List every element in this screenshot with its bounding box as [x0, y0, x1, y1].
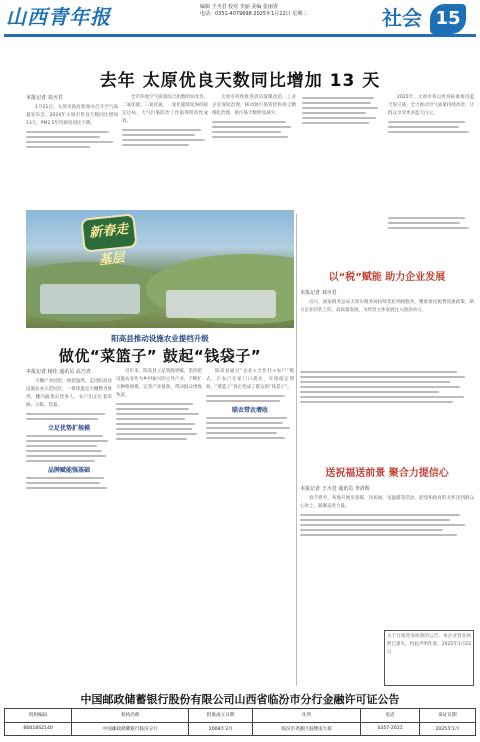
side-story-1-byline: 本报记者 刘丞君	[300, 290, 337, 296]
table-header-cell: 机构名称	[72, 709, 189, 723]
side-story-1-headline: 以“税”赋能 助力企业发展	[328, 272, 446, 283]
license-table	[4, 708, 476, 736]
table-cell: 0357-2021	[361, 722, 420, 736]
side-story-2	[300, 464, 474, 624]
notice-box	[384, 630, 474, 686]
editors-line: 编辑 王丞君 校对 李丽 美编 张丽香	[200, 4, 278, 10]
feature-col-1	[26, 368, 112, 686]
table-header-cell: 发证日期	[419, 709, 475, 723]
table-header-cell: 机构编码	[5, 709, 72, 723]
table-row	[5, 722, 476, 736]
side-story-2-byline: 本报记者 王丞君 通讯员 李清晖	[300, 486, 370, 492]
top-story-lead: 1月21日，太原市政府新闻办召开空气质量发布会。2024年太原市优良天数同比增加13天，PM2.5年均浓度同比下降。	[26, 105, 118, 126]
newspaper-logo: 山西青年报	[6, 5, 111, 29]
notice-text: 关于注销营业执照的公告：本企业营业执照已遗失，特此声明作废。2025年1月22日	[387, 634, 471, 655]
masthead-rule	[4, 34, 476, 37]
feature-col2-text: 近年来，阳高县立足资源禀赋，坚持把设施农业作为乡村振兴的主导产业，不断扩大种植规模，完善产业链条，带动群众增收致富。	[116, 369, 202, 398]
contact-line: 电话：0351-4079698 2025年1月22日 星期三	[200, 10, 308, 17]
feature-col-2	[116, 368, 202, 686]
top-story-col-4	[302, 94, 382, 206]
top-story-col-5	[388, 94, 474, 206]
new-year-grassroots-logo: 新春走基层	[80, 213, 137, 252]
greenhouse-photo	[26, 210, 294, 328]
side-story-2-headline: 送祝福送前景 聚合力提信心	[325, 468, 449, 479]
masthead-meta	[200, 4, 380, 18]
table-cell: 临汾市尧都区鼓楼南大街	[252, 722, 360, 736]
top-story-headline: 去年 太原优良天数同比增加 13 天	[99, 71, 381, 91]
table-header-cell: 批准成立日期	[189, 709, 253, 723]
top-story-byline: 本报记者 刘丞君	[26, 95, 63, 101]
side-story-2-text: 春节将至，各地开展送春联、送祝福、送温暖等活动，把党和政府的关怀送到群众心坎上，凝聚奋进力量。	[300, 496, 474, 509]
feature-subheadline: 阳高县推动设施农业提档升级	[111, 334, 209, 343]
top-story-col-3	[212, 94, 296, 206]
feature-col1-text: 大棚产业园里，绿意盎然。走进阳高县设施农业示范园区，一排排温室大棚整齐排列，棚内蔬菜长势喜人，农户们正忙着采摘、分拣、装箱。	[26, 379, 112, 408]
table-cell: 2025年1月	[419, 722, 475, 736]
top-story-col-2	[122, 94, 208, 206]
feature-col-3	[206, 368, 294, 686]
feature-section-1: 立足优势扩规模	[47, 425, 90, 432]
top-story-col3-text: 太原市持续推进清洁取暖改造、工业企业深度治理、移动源污染管控和扬尘精细化治理，重污染天数明显减少。	[212, 95, 296, 116]
footer-title: 中国邮政储蓄银行股份有限公司山西省临汾市分行金融许可证公告	[80, 693, 400, 706]
side-story-1-text: 近日，国家税务总局太原市税务局持续优化纳税服务，精准推送税费优惠政策，助力企业轻装上阵、高质量发展，为经营主体发展注入强劲动力。	[300, 300, 474, 313]
page-number-badge: 15	[430, 4, 466, 34]
section-name: 社会	[382, 6, 422, 30]
top-story-col2-text: 全市环境空气质量综合指数明显改善，二氧化硫、二氧化氮、一氧化碳浓度保持稳定达标，大气污染防治工作取得阶段性成效。	[122, 95, 208, 124]
masthead	[0, 0, 480, 48]
column-rule	[296, 214, 297, 686]
table-header-cell: 电话	[361, 709, 420, 723]
top-story-col4-text: 2025年，太原市将以更高标准推进蓝天保卫战，全力推动空气质量持续改善，让群众享受更多蓝天白云。	[388, 95, 474, 116]
table-cell: 中国邮政储蓄银行临汾分行	[72, 722, 189, 736]
table-cell: B0018S2140	[5, 722, 72, 736]
feature-headline: 做优“菜篮子” 鼓起“钱袋子”	[58, 347, 262, 365]
table-header-row	[5, 709, 476, 723]
table-header-cell: 住所	[252, 709, 360, 723]
feature-section-3: 联农带农增收	[231, 407, 268, 414]
top-story-col-1	[26, 94, 118, 206]
feature-section-2: 品牌赋能强基础	[47, 467, 90, 474]
table-cell: 2008年3月	[189, 722, 253, 736]
feature-byline: 本报记者 杨佳 通讯员 高乃青	[26, 369, 91, 375]
feature-col3-text: 阳高县通过“企业+合作社+农户”模式，让农户在家门口就业，实现稳定增收，“菜篮子”真正变成了群众的“钱袋子”。	[206, 369, 294, 390]
